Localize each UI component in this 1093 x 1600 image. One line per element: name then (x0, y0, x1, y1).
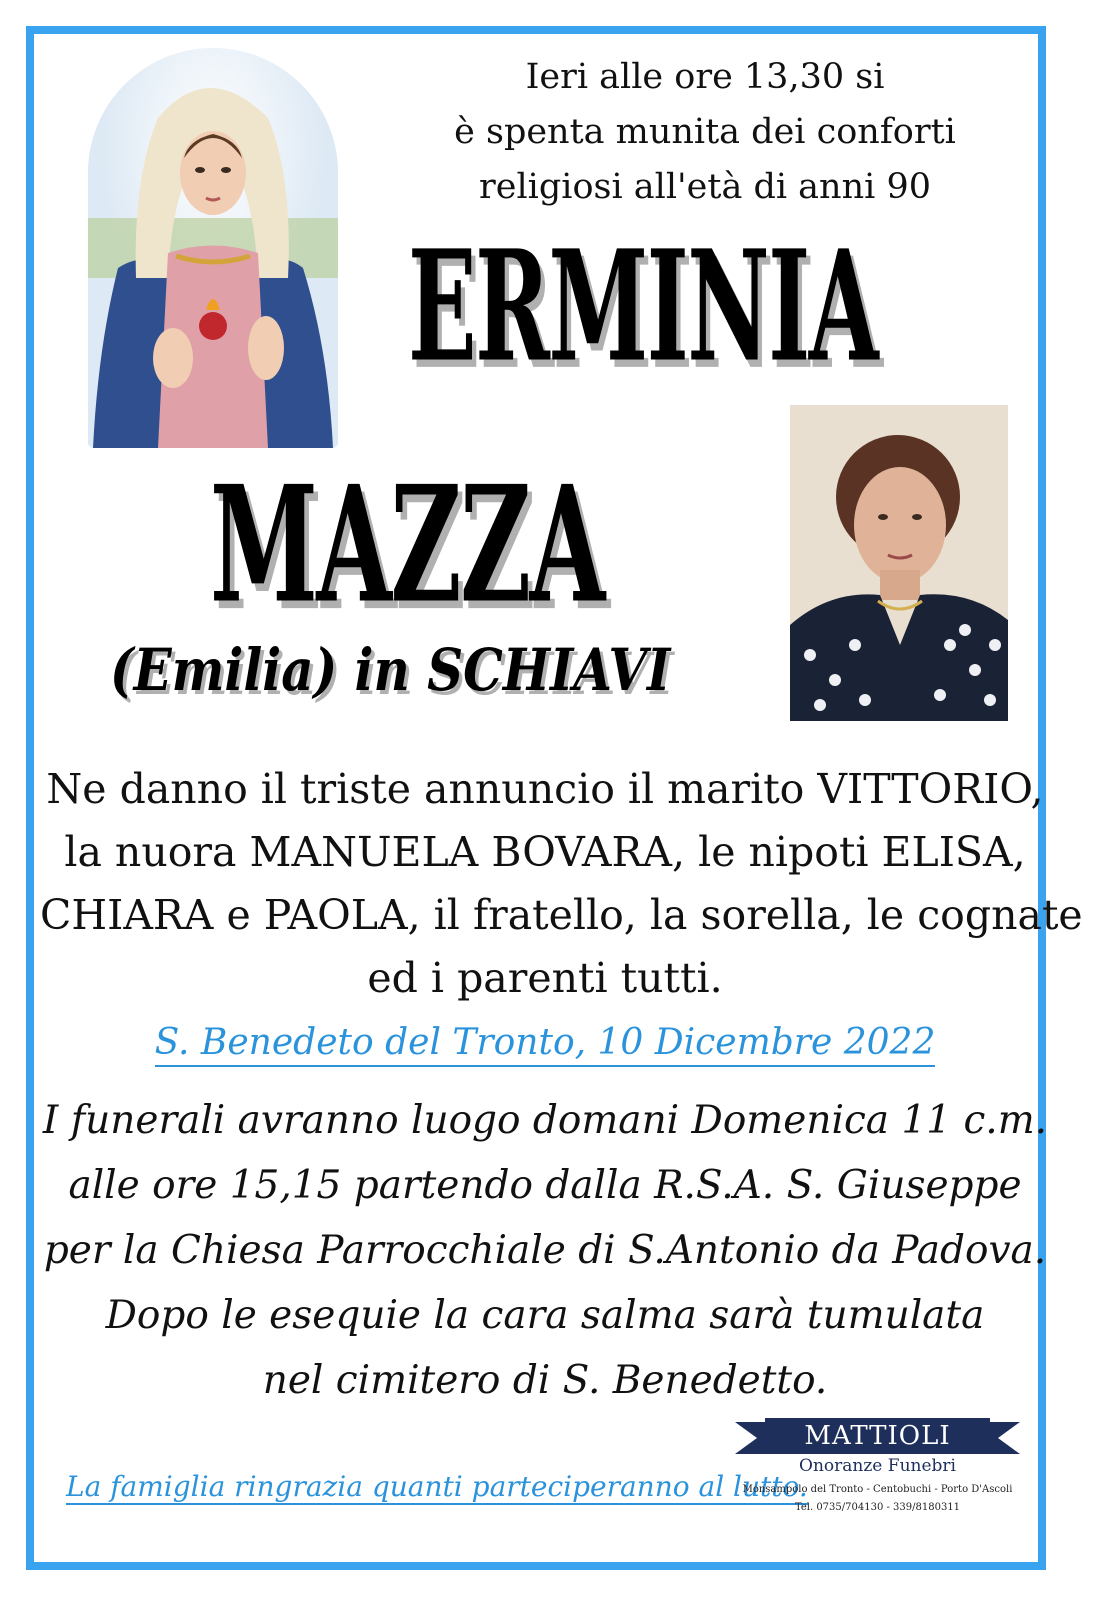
funeral-details (40, 1088, 1050, 1413)
family-thanks (66, 1470, 808, 1503)
intro-line: è spenta munita dei conforti (454, 112, 956, 152)
funeral-line: I funerali avranno luogo domani Domenica 11 c.m. (42, 1098, 1048, 1143)
agency-locations: Monsampolo del Tronto - Centobuchi - Porto D'Ascoli (742, 1484, 1013, 1495)
place-date (40, 1022, 1050, 1063)
intro-line: religiosi all'età di anni 90 (479, 167, 931, 207)
deceased-last-name: MAZZA (210, 452, 604, 639)
agency-logo (735, 1418, 1020, 1520)
deceased-first-name: ERMINIA (408, 218, 878, 397)
funeral-line: Dopo le esequie la cara salma sarà tumulata (105, 1293, 985, 1338)
announcement-line: la nuora MANUELA BOVARA, le nipoti ELISA, (64, 828, 1026, 876)
intro-text (380, 50, 1030, 215)
agency-subtitle: Onoranze Funebri (799, 1456, 956, 1476)
family-thanks-text: La famiglia ringrazia quanti parteciperanno al lutto. (66, 1470, 808, 1503)
funeral-line: nel cimitero di S. Benedetto. (262, 1358, 828, 1403)
intro-line: Ieri alle ore 13,30 si (525, 57, 885, 97)
announcement-line: CHIARA e PAOLA, il fratello, la sorella, le cognate (40, 891, 1083, 939)
funeral-line: per la Chiesa Parrocchiale di S.Antonio da Padova. (43, 1228, 1047, 1273)
deceased-portrait-photo (790, 405, 1008, 721)
agency-phone: Tel. 0735/704130 - 339/8180311 (794, 1502, 961, 1513)
agency-name: MATTIOLI (804, 1421, 951, 1451)
announcement-text (40, 758, 1083, 1010)
announcement-line: ed i parenti tutti. (367, 954, 723, 1002)
funeral-line: alle ore 15,15 partendo dalla R.S.A. S. Giuseppe (68, 1163, 1022, 1208)
announcement-line: Ne danno il triste annuncio il marito VITTORIO, (46, 765, 1044, 813)
place-date-text: S. Benedeto del Tronto, 10 Dicembre 2022 (155, 1022, 936, 1067)
madonna-image (88, 48, 338, 448)
deceased-subname: (Emilia) in SCHIAVI (110, 636, 671, 704)
